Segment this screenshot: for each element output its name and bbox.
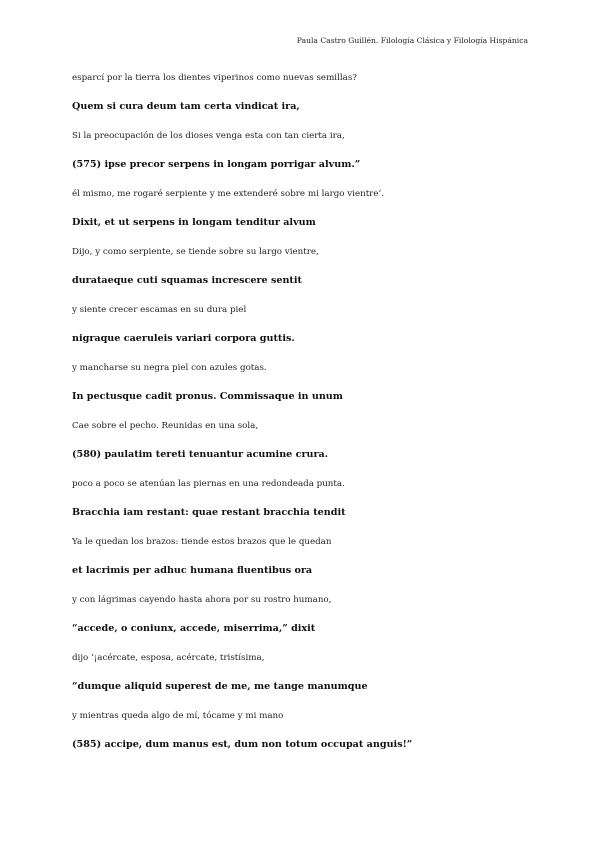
spanish-translation-line: esparcí por la tierra los dientes viperinos como nuevas semillas? <box>72 73 357 83</box>
spanish-translation-line: Si la preocupación de los dioses venga esta con tan cierta ira, <box>72 131 345 141</box>
latin-verse-line: “accede, o coniunx, accede, miserrima,” dixit <box>72 623 316 634</box>
spanish-translation-line: Ya le quedan los brazos: tiende estos brazos que le quedan <box>72 537 332 547</box>
latin-verse-line: Bracchia iam restant: quae restant bracchia tendit <box>72 507 346 518</box>
latin-verse-line: Dixit, et ut serpens in longam tenditur alvum <box>72 217 316 228</box>
latin-verse-line: (580) paulatim tereti tenuantur acumine crura. <box>72 449 329 460</box>
spanish-translation-line: y mancharse su negra piel con azules gotas. <box>72 363 267 373</box>
spanish-translation-line: Dijo, y como serpiente, se tiende sobre su largo vientre, <box>72 247 319 257</box>
latin-verse-line: (585) accipe, dum manus est, dum non totum occupat anguis!” <box>72 739 413 750</box>
latin-verse-line: In pectusque cadit pronus. Commissaque in unum <box>72 391 343 402</box>
spanish-translation-line: él mismo, me rogaré serpiente y me extenderé sobre mi largo vientre’. <box>72 189 385 199</box>
spanish-translation-line: y siente crecer escamas en su dura piel <box>72 305 247 315</box>
latin-verse-line: Quem si cura deum tam certa vindicat ira, <box>72 101 300 112</box>
latin-verse-line: “dumque aliquid superest de me, me tange manumque <box>72 681 368 692</box>
spanish-translation-line: Cae sobre el pecho. Reunidas en una sola, <box>72 421 259 431</box>
spanish-translation-line: y mientras queda algo de mí, tócame y mi mano <box>72 711 284 721</box>
latin-verse-line: (575) ipse precor serpens in longam porrigar alvum.” <box>72 159 361 170</box>
spanish-translation-line: poco a poco se atenúan las piernas en una redondeada punta. <box>72 479 345 489</box>
latin-verse-line: et lacrimis per adhuc humana fluentibus ora <box>72 565 313 576</box>
running-header: Paula Castro Guillén. Filología Clásica y Filología Hispánica <box>296 36 528 45</box>
latin-verse-line: durataeque cuti squamas increscere sentit <box>72 275 302 286</box>
spanish-translation-line: dijo ‘¡acércate, esposa, acércate, tristísima, <box>72 653 265 663</box>
spanish-translation-line: y con lágrimas cayendo hasta ahora por su rostro humano, <box>72 595 332 605</box>
bilingual-text-body <box>72 71 532 767</box>
latin-verse-line: nigraque caeruleis variari corpora guttis. <box>72 333 295 344</box>
